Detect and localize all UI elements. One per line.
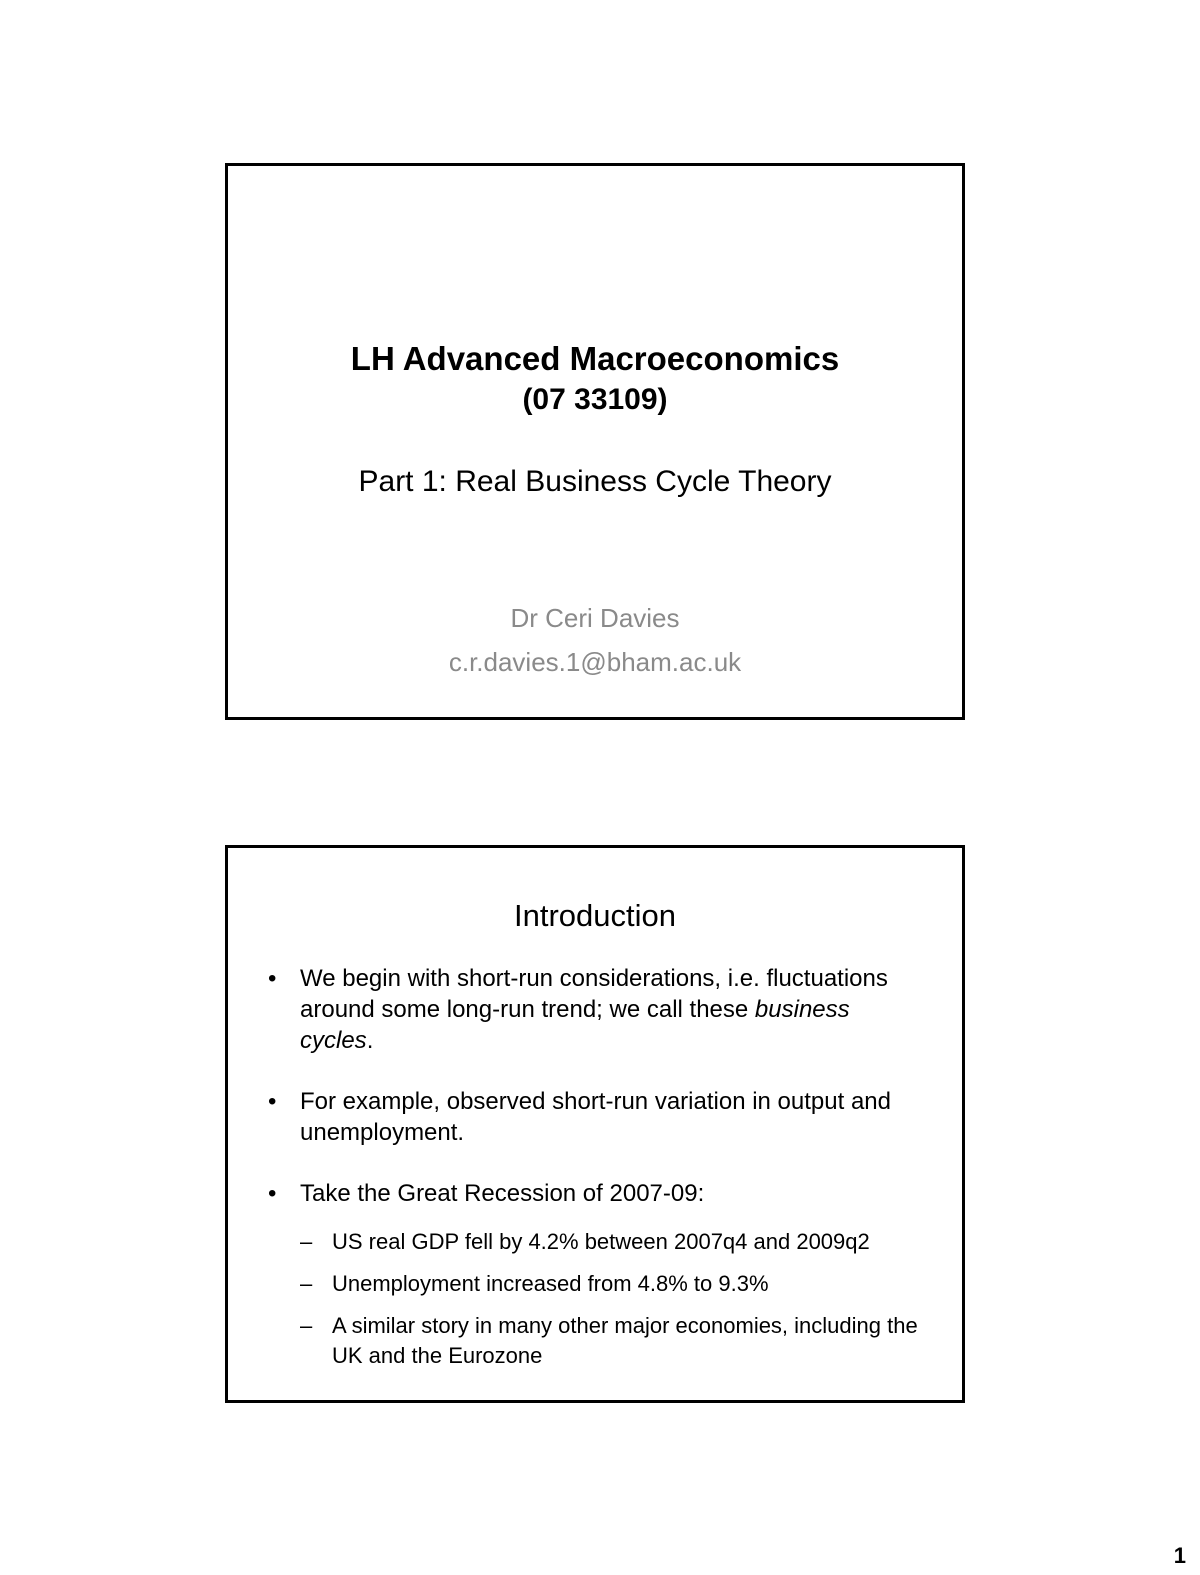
bullet-marker: • [268,1180,277,1207]
subbullet-marker: – [300,1229,313,1254]
subbullet-text: US real GDP fell by 4.2% between 2007q4 and 2009q2 [332,1229,870,1254]
subbullet-item [300,1227,922,1257]
bullet-text: We begin with short-run considerations, i.e. fluctuations around some long-run trend; we call these business cycles. [300,965,888,1054]
bullet-marker: • [268,1088,277,1115]
bullet-item [268,1086,922,1148]
course-code: (07 33109) [522,383,668,416]
subbullet-item [300,1269,922,1299]
bullet-emphasis: business cycles [300,996,850,1054]
introduction-slide [225,845,965,1403]
bullet-text: Take the Great Recession of 2007-09: [300,1180,705,1207]
page-number: 1 [1173,1543,1186,1568]
subbullet-text: A similar story in many other major economies, including the UK and the Eurozone [332,1313,918,1368]
author-block [228,596,962,684]
subbullet-marker: – [300,1271,313,1296]
title-slide [225,163,965,720]
bullet-text: For example, observed short-run variation in output and unemployment. [300,1088,891,1146]
title-block [228,338,962,502]
slide-heading: Introduction [514,898,676,933]
author-email: c.r.davies.1@bham.ac.uk [448,647,742,677]
course-title: LH Advanced Macroeconomics [350,340,840,377]
subbullet-item [300,1311,922,1371]
author-name: Dr Ceri Davies [510,603,680,633]
bullet-list [268,963,922,1401]
bullet-marker: • [268,965,277,992]
subbullet-list [300,1227,922,1371]
subbullet-text: Unemployment increased from 4.8% to 9.3% [332,1271,769,1296]
subbullet-marker: – [300,1313,313,1338]
bullet-item [268,963,922,1056]
part-title: Part 1: Real Business Cycle Theory [358,465,832,498]
bullet-item [268,1178,922,1371]
